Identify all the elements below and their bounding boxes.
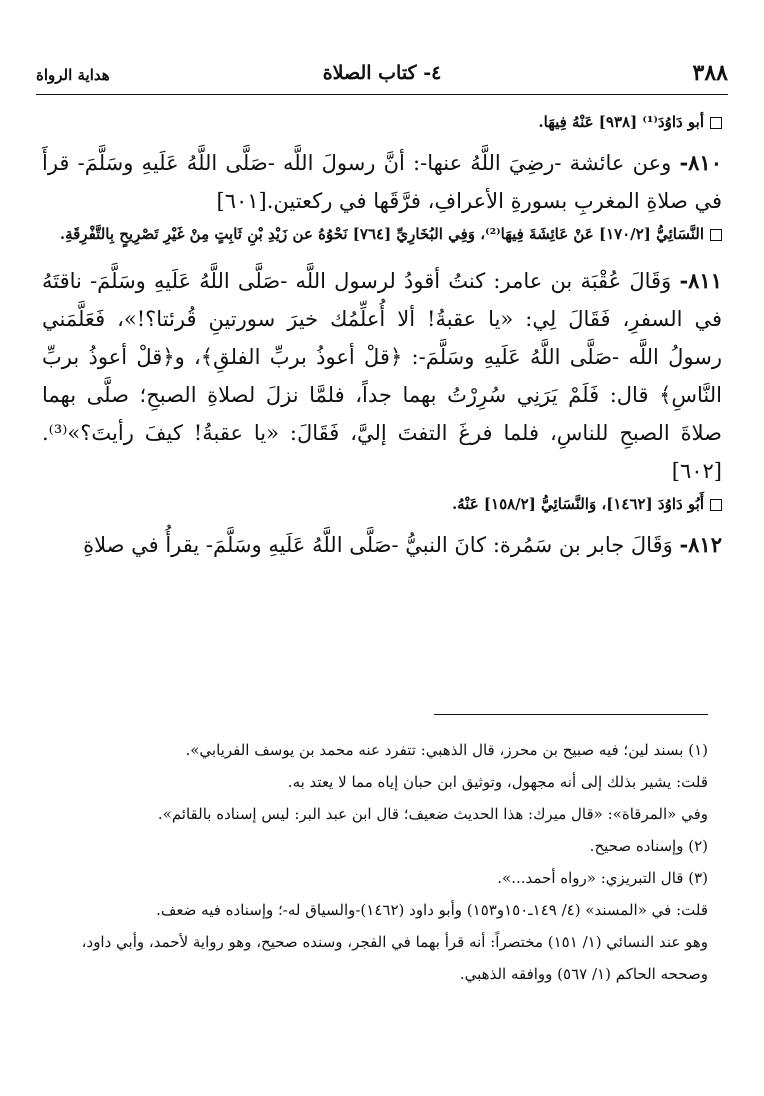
- book-title: هداية الرواة: [36, 66, 110, 84]
- square-bullet-icon: [710, 229, 722, 241]
- footnote-line: (٣) قال التبريزي: «رواه أحمد...».: [497, 869, 708, 887]
- running-header: [36, 58, 728, 92]
- footnote-line: وهو عند النسائي (١/ ١٥١) مختصراً: أنه قرأ بهما في الفجر، وسنده صحيح، وهو رواية لأحمد، وأبي داود، وصححه الحاكم (١/ ٥٦٧) ووافقه الذهبي.: [81, 933, 708, 983]
- hadith-812: [42, 526, 722, 564]
- source-line: أبو دَاوُدَ⁽¹⁾ [٩٣٨] عَنْهُ فِيهَا.: [42, 108, 722, 136]
- footnotes: [42, 734, 708, 990]
- hadith-text: وَقَالَ جابر بن سَمُرة: كانَ النبيُّ -صَلَّى اللَّهُ عَلَيهِ وسَلَّمَ- يقرأُ في صلاةِ: [83, 533, 673, 557]
- square-bullet-icon: [710, 117, 722, 129]
- hadith-811: [42, 262, 722, 490]
- main-text: [42, 108, 722, 564]
- footnote-divider: [434, 714, 708, 715]
- footnote-line: (١) بسند لين؛ فيه صبيح بن محرز، قال الذهبي: تتفرد عنه محمد بن يوسف الفريابي».: [185, 741, 708, 759]
- footnote-line: (٢) وإسناده صحيح.: [589, 837, 708, 855]
- hadith-text: وعن عائشة -رضِيَ اللَّهُ عنها-: أنَّ رسولَ اللَّه -صَلَّى اللَّهُ عَلَيهِ وسَلَّمَ- قرأَ في صلاةِ المغربِ بسورةِ الأعرافِ، فرَّقَها في ركعتين.[٦٠١]: [42, 151, 722, 213]
- source-line: النَّسَائِيُّ [١٧٠/٢] عَنْ عَائِشَةَ فِيهَا⁽²⁾، وَفِي البُخَارِيِّ [٧٦٤] نَحْوُهُ عن زَيْدِ بْنِ ثَابِتٍ مِنْ غَيْرِ تَصْرِيحٍ بِالتَّفْرِقَةِ.: [42, 220, 722, 248]
- footnote-line: وفي «المرقاة»: «قال ميرك: هذا الحديث ضعيف؛ قال ابن عبد البر: ليس إسناده بالقائم».: [157, 805, 708, 823]
- hadith-number: ٨١١-: [679, 268, 722, 293]
- footnote-line: قلت: في «المسند» (٤/ ١٤٩ـ١٥٠و١٥٣) وأبو داود (١٤٦٢)-والسياق له-؛ وإسناده فيه ضعف.: [156, 901, 708, 919]
- footnote-line: قلت: يشير بذلك إلى أنه مجهول، وتوثيق ابن حبان إياه مما لا يعتد به.: [287, 773, 708, 791]
- source-line: أَبُو دَاوُدَ [١٤٦٢]، وَالنَّسَائِيُّ [١٥٨/٢] عَنْهُ.: [42, 490, 722, 518]
- hadith-number: ٨١٠-: [679, 150, 722, 175]
- hadith-810: [42, 144, 722, 220]
- header-divider: [36, 94, 728, 95]
- hadith-number: ٨١٢-: [679, 532, 722, 557]
- hadith-text: وَقَالَ عُقْبَة بن عامر: كنتُ أقودُ لرسول اللَّه -صَلَّى اللَّهُ عَلَيهِ وسَلَّمَ- ناقتَهُ في السفرِ، فَقَالَ لِي: «يا عقبةُ! ألا أُعلِّمُك خيرَ سورتينِ قُرئتا؟!»، فَعَلَّمَني رسولُ اللَّه -صَلَّى اللَّهُ عَلَيهِ وسَلَّمَ-: ﴿قلْ أعوذُ بربِّ الفلقِ﴾، و﴿قلْ أعوذُ بربِّ النَّاسِ﴾ قال: فَلَمْ يَرَنِي سُرِرْتُ بهما جداً، فلمَّا نزلَ لصلاةِ الصبحِ؛ صلَّى بهما صلاةَ الصبحِ للناسِ، فلما فرغَ التفتَ إليَّ، فَقَالَ: «يا عقبةُ! كيفَ رأيتَ؟»⁽³⁾.[٦٠٢]: [42, 269, 722, 483]
- chapter-title: ٤- كتاب الصلاة: [322, 62, 442, 84]
- page-number: ٣٨٨: [692, 60, 728, 86]
- square-bullet-icon: [710, 499, 722, 511]
